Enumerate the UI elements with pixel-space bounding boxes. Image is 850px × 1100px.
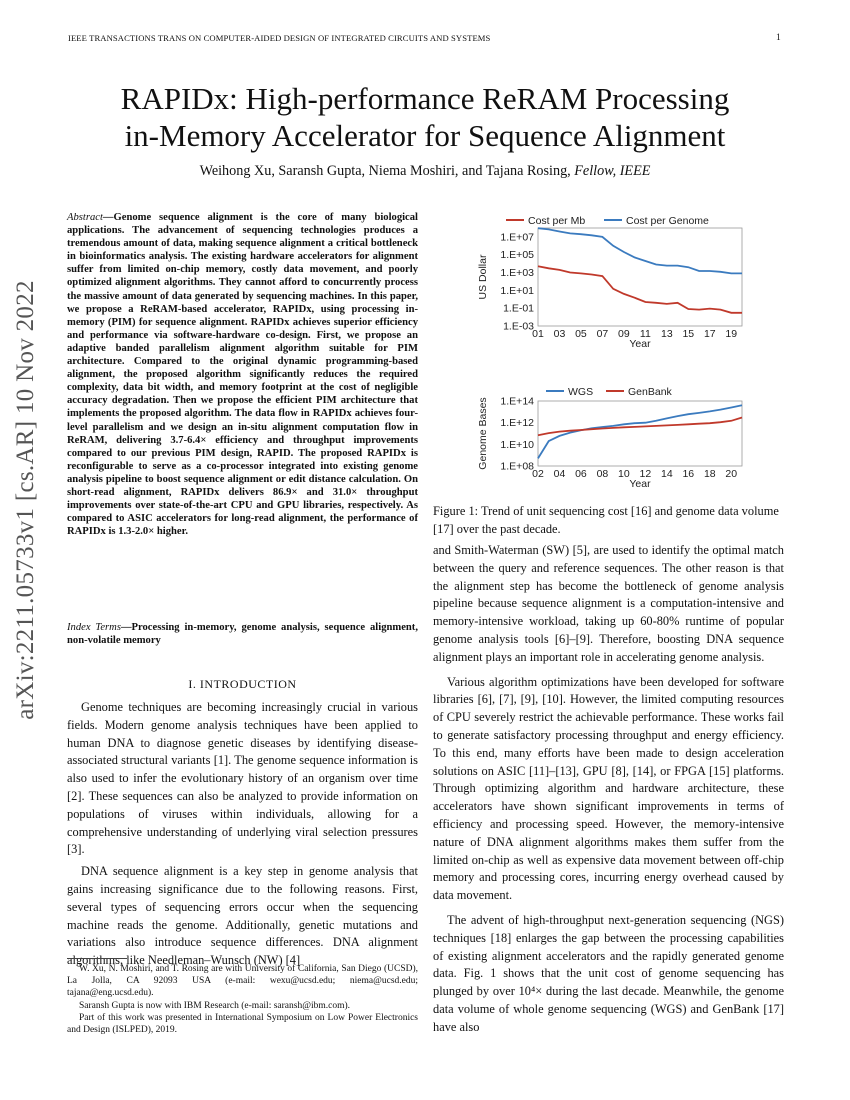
y-axis-label: Genome Bases bbox=[477, 397, 489, 470]
right-column-body bbox=[433, 542, 784, 1037]
legend-label: GenBank bbox=[628, 386, 672, 398]
paragraph: The advent of high-throughput next-generation sequencing (NGS) techniques [18] enlarges the gap between the processing capabilities of existing alignment accelerators and the rapidly generated genome data. Fig. 1 shows that the unit cost of genome sequencing has plunged by over 10⁴× during the last decade. Meanwhile, the genome data volume of whole genome sequencing (WGS) and GenBank [17] have also bbox=[433, 912, 784, 1034]
running-header: IEEE TRANSACTIONS TRANS ON COMPUTER-AIDED DESIGN OF INTEGRATED CIRCUITS AND SYSTEMS bbox=[68, 33, 491, 43]
x-tick-label: 04 bbox=[553, 468, 566, 480]
series-line bbox=[538, 266, 742, 313]
arxiv-stamp bbox=[6, 280, 46, 720]
y-tick-label: 1.E+12 bbox=[500, 417, 534, 430]
y-tick-label: 1.E-01 bbox=[503, 302, 534, 315]
x-tick-label: 01 bbox=[532, 328, 544, 340]
author-suffix: Fellow, IEEE bbox=[574, 163, 651, 179]
index-terms bbox=[67, 621, 418, 647]
figure-caption: Figure 1: Trend of unit sequencing cost [16] and genome data volume [17] over the past decade. bbox=[433, 504, 779, 536]
y-tick-label: 1.E+03 bbox=[500, 267, 534, 280]
x-tick-label: 18 bbox=[703, 468, 716, 480]
x-tick-label: 03 bbox=[553, 328, 566, 340]
x-tick-label: 16 bbox=[682, 468, 695, 480]
x-tick-label: 17 bbox=[703, 328, 716, 340]
x-axis-label: Year bbox=[629, 338, 651, 350]
cost-chart bbox=[477, 215, 742, 350]
plot-frame bbox=[538, 228, 742, 326]
y-tick-label: 1.E+07 bbox=[500, 231, 534, 244]
legend-label: Cost per Mb bbox=[528, 215, 586, 227]
arxiv-stamp-text: arXiv:2211.05733v1 [cs.AR] 10 Nov 2022 bbox=[12, 280, 39, 720]
paragraph: Various algorithm optimizations have been developed for software libraries [6], [7], [9], [10]. However, the limited computing resources of CPU severely restrict the achievable performance. These works fail to generate satisfactory processing throughput and energy efficiency. To this end, many efforts have been made to design acceleration solutions on ASIC [11]–[13], GPU [8], [14], or FPGA [15] platforms. Through optimizing algorithm and hardware architecture, these accelerators have shown significant improvements in terms of efficiency and processing speed. However, the memory-intensive nature of DNA alignment algorithms makes them suffer from the limited on-chip as well as expensive data movement between off-chip memory and processing cores, incurring energy overhead caused by data movement. bbox=[433, 674, 784, 903]
figure-1 bbox=[466, 208, 766, 498]
x-tick-label: 14 bbox=[660, 468, 673, 480]
x-tick-label: 11 bbox=[639, 328, 651, 340]
x-tick-label: 05 bbox=[575, 328, 587, 340]
title-line-2: in-Memory Accelerator for Sequence Alignment bbox=[124, 118, 726, 153]
abstract-text: —Genome sequence alignment is the core of many biological applications. The advancement of sequencing technologies produces a tremendous amount of data, making sequence alignment a critical bottleneck in bioinformatics analysis. The existing hardware accelerators for alignment suffer from limited on-chip memory, costly data movement, and poorly optimized alignment algorithms. They cannot afford to concurrently process the massive amount of data generated by sequencing machines. In this paper, we propose a ReRAM-based accelerator, RAPIDx, using processing in-memory (PIM) for sequence alignment. RAPIDx achieves superior efficiency and performance via software-hardware co-design. First, we propose an adaptive banded parallelism alignment algorithm suitable for PIM architecture. Compared to the original dynamic programming-based alignment, the proposed algorithm significantly reduces the required complexity, data bit width, and memory footprint at the cost of negligible accuracy degradation. Then we propose the efficient PIM architecture that implements the proposed algorithm. The data flow in RAPIDx achieves four-level parallelism and we design an in-situ alignment computation flow in ReRAM, delivering 3.7-6.4× efficiency and throughput improvements compared to our previous PIM design, RAPID. The proposed RAPIDx is reconfigurable to serve as a co-processor integrated into existing genome analysis pipeline to boost sequence alignment or edit distance calculation. On short-read alignment, RAPIDx delivers 86.9× and 31.0× throughput improvements over state-of-the-art CPU and GPU libraries, respectively. As compared to ASIC accelerators for long-read alignment, the performance of RAPIDx is 1.3-2.0× higher. bbox=[67, 212, 418, 538]
y-tick-label: 1.E+14 bbox=[500, 395, 534, 408]
page-number: 1 bbox=[776, 33, 781, 43]
y-axis-label: US Dollar bbox=[477, 254, 489, 300]
index-terms-text: —Processing in-memory, genome analysis, sequence alignment, non-volatile memory bbox=[67, 622, 418, 647]
series-line bbox=[538, 228, 742, 273]
left-column-body bbox=[67, 699, 418, 970]
author-names: Weihong Xu, Saransh Gupta, Niema Moshiri, and Tajana Rosing, bbox=[199, 163, 575, 179]
y-tick-label: 1.E-03 bbox=[503, 320, 534, 333]
legend-label: Cost per Genome bbox=[626, 215, 709, 227]
footnote: Part of this work was presented in International Symposium on Low Power Electronics and Design (ISLPED), 2019. bbox=[67, 1012, 418, 1036]
x-tick-label: 09 bbox=[618, 328, 630, 340]
index-terms-label: Index Terms bbox=[67, 622, 121, 633]
y-tick-label: 1.E+05 bbox=[500, 249, 534, 262]
footnotes bbox=[67, 963, 418, 1036]
y-tick-label: 1.E+08 bbox=[500, 460, 534, 473]
x-tick-label: 15 bbox=[682, 328, 695, 340]
x-tick-label: 13 bbox=[660, 328, 673, 340]
x-tick-label: 12 bbox=[639, 468, 652, 480]
x-tick-label: 07 bbox=[596, 328, 609, 340]
x-tick-label: 20 bbox=[725, 468, 738, 480]
y-tick-label: 1.E+10 bbox=[500, 438, 534, 451]
abstract-label: Abstract bbox=[67, 212, 103, 223]
footnote: W. Xu, N. Moshiri, and T. Rosing are with University of California, San Diego (UCSD), La Jolla, CA 92093 USA (e-mail: wexu@ucsd.edu; niema@ucsd.edu; tajana@eng.ucsd.edu). bbox=[67, 964, 418, 999]
x-tick-label: 10 bbox=[618, 468, 630, 480]
y-tick-label: 1.E+01 bbox=[500, 284, 534, 297]
x-axis-label: Year bbox=[629, 478, 651, 490]
genome-volume-chart bbox=[477, 386, 742, 490]
series-line bbox=[538, 405, 742, 458]
footnote-divider bbox=[67, 958, 127, 959]
abstract bbox=[67, 211, 418, 538]
title-line-1: RAPIDx: High-performance ReRAM Processing bbox=[120, 81, 730, 116]
paragraph: Genome techniques are becoming increasingly crucial in various fields. Modern genome analysis techniques have been applied to human DNA to diagnose genetic diseases by identifying disease-associated structural variants [1]. The genome sequence information is also used to infer the evolutionary history of an organism over time [2]. These sequences can also be analyzed to provide information on populations of viruses within individuals, allowing for a comprehensive understanding of underlying viral selection pressures [3]. bbox=[67, 700, 418, 857]
author-list bbox=[60, 163, 790, 180]
legend-label: WGS bbox=[568, 386, 594, 398]
footnote: Saransh Gupta is now with IBM Research (e-mail: saransh@ibm.com). bbox=[79, 1000, 350, 1011]
x-tick-label: 02 bbox=[532, 468, 544, 480]
x-tick-label: 06 bbox=[575, 468, 587, 480]
x-tick-label: 08 bbox=[596, 468, 609, 480]
section-heading: I. INTRODUCTION bbox=[188, 677, 297, 691]
x-tick-label: 19 bbox=[725, 328, 738, 340]
paper-title bbox=[60, 80, 790, 154]
paragraph: DNA sequence alignment is a key step in genome analysis that gains increasing significance due to the following reasons. First, several types of sequencing errors occur when the sequencing machine reads the genome. Additionally, genetic mutations and variations also introduce sequence differences. DNA alignment algorithms, like Needleman–Wunsch (NW) [4] bbox=[67, 864, 418, 968]
paragraph: and Smith-Waterman (SW) [5], are used to identify the optimal match between the query and reference sequences. The other reason is that the alignment step has become the bottleneck of genome analysis pipeline because sequence alignment is a computation-intensive and memory-intensive workload, taking up 60-80% runtime of popular genome analysis tools [6]–[9]. Therefore, boosting DNA sequence alignment plays an important role in accelerating genome analysis. bbox=[433, 543, 784, 664]
